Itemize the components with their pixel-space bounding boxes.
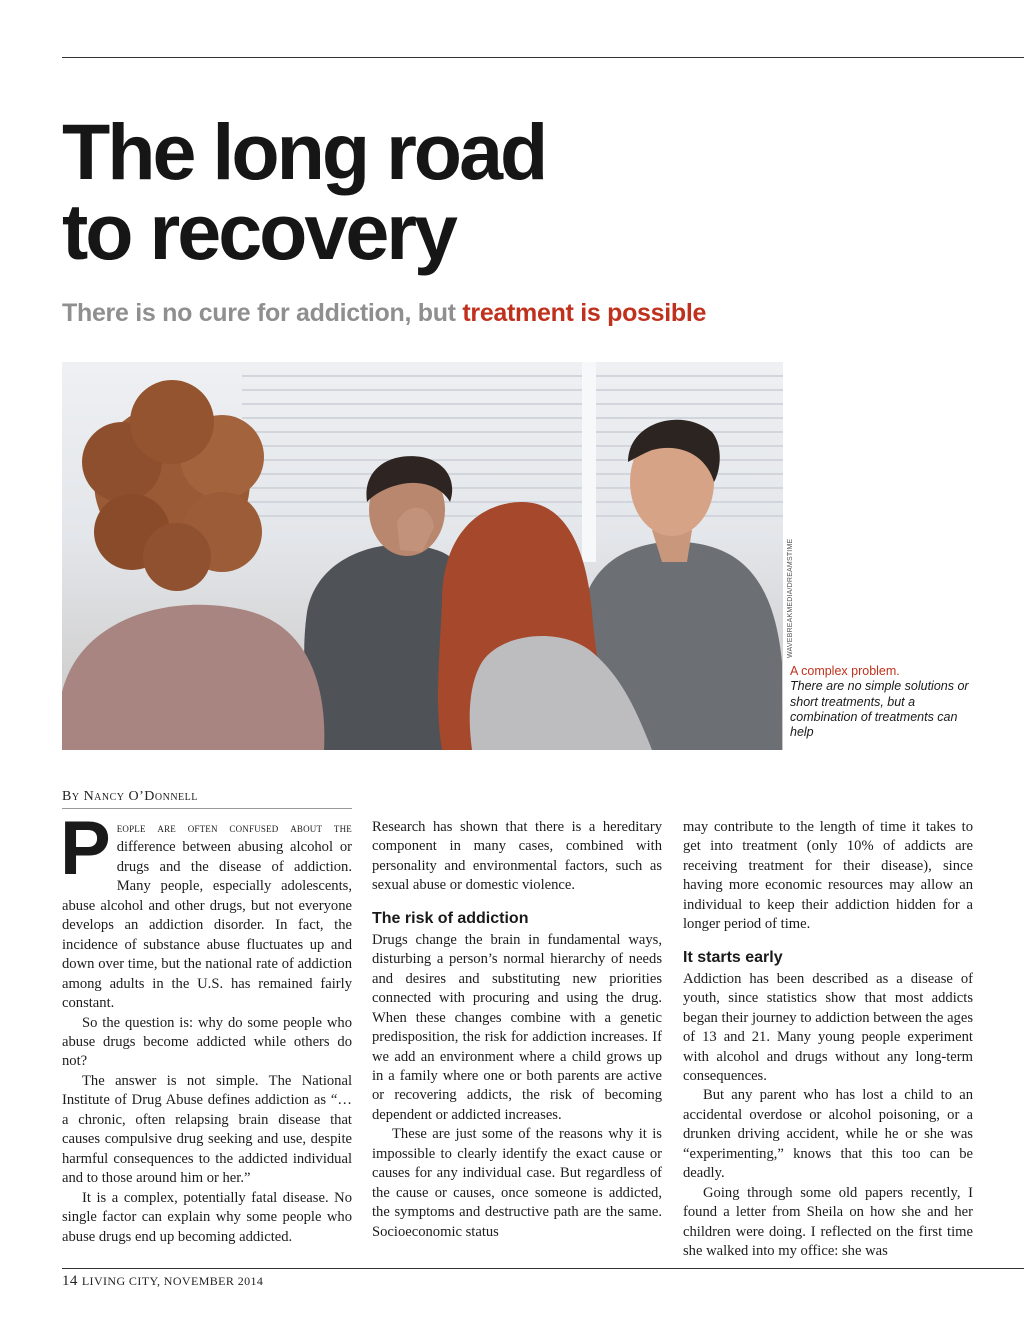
- text-column-3: [683, 818, 973, 1262]
- byline-author: Nancy O’Donnell: [83, 789, 198, 804]
- paragraph: Research has shown that there is a hereditary component in many cases, combined with personality and environmental factors, such as sexual abuse or domestic violence.: [372, 819, 662, 894]
- publication-info: LIVING CITY, NOVEMBER 2014: [81, 1274, 264, 1288]
- bottom-rule: [62, 1268, 1024, 1269]
- caption-body: There are no simple solutions or short treatments, but a combination of treatments can help: [790, 679, 969, 740]
- paragraph: But any parent who has lost a child to an accidental overdose or alcohol poisoning, or a drunken driving accident, while he or she was “experimenting,” knows that this too can be deadly.: [683, 1087, 973, 1182]
- title-line-2: to recovery: [62, 187, 455, 276]
- paragraph: Addiction has been described as a disease of youth, since statistics show that most addicts began their journey to addiction between the ages of 13 and 21. Many young people experiment with alcohol and drugs without any long-term consequences.: [683, 970, 973, 1084]
- page-number: 14: [62, 1273, 78, 1289]
- text-column-2: [372, 818, 662, 1242]
- article-photo: [62, 362, 783, 750]
- byline-prefix: By: [62, 789, 80, 804]
- top-rule: [62, 57, 1024, 58]
- photo-credit: WAVEBREAKMEDIA/DREAMSTIME: [787, 538, 794, 658]
- paragraph: [60, 806, 352, 1014]
- drop-cap: P: [60, 806, 111, 891]
- title-line-1: The long road: [62, 107, 546, 196]
- text-column-1: [60, 806, 352, 1247]
- photo-caption: [790, 664, 980, 740]
- paragraph: The answer is not simple. The National Institute of Drug Abuse defines addiction as “… a chronic, often relapsing brain disease that causes compulsive drug seeking and use, despite harmful consequences to the addicted individual and to those around him or her.”: [62, 1072, 352, 1187]
- section-heading-risk: The risk of addiction: [372, 909, 529, 927]
- subtitle-accent: treatment is possible: [462, 299, 707, 327]
- lead-in: eople are often confused about the: [116, 820, 352, 835]
- paragraph: may contribute to the length of time it takes to get into treatment (only 10% of addicts are receiving treatment for their disease), since having more economic resources may allow an individual to keep their addiction hidden for a longer period of time.: [683, 819, 973, 933]
- paragraph: Going through some old papers recently, I found a letter from Sheila on how she and her children were doing. I reflected on the first time she walked into my office: she was: [683, 1184, 973, 1260]
- paragraph: So the question is: why do some people who abuse drugs become addicted while others do not?: [62, 1014, 352, 1070]
- page-footer: [62, 1273, 263, 1290]
- article-title: [62, 107, 546, 276]
- paragraph: Drugs change the brain in fundamental ways, disturbing a person’s normal hierarchy of needs and desires and substituting new priorities connected with procuring and using the drug. When these changes combine with a genetic predisposition, the risk for addiction increases. If we add an environment where a child grows up in a family where one or both parents are active or recovering addicts, the risk of becoming dependent or addicted increases.: [372, 931, 662, 1123]
- paragraph-text: difference between abusing alcohol or drugs and the disease of addiction. Many people, especially adolescents, abuse alcohol and other drugs, but not everyone develops an addiction disorder. In fact, the incidence of substance abuse fluctuates up and down over time, but the national rate of addiction among adults in the U.S. has remained fairly constant.: [62, 839, 352, 1012]
- paragraph: It is a complex, potentially fatal disease. No single factor can explain why some people who abuse drugs end up becoming addicted.: [62, 1189, 352, 1245]
- article-subtitle: [62, 296, 706, 330]
- section-heading-early: It starts early: [683, 948, 783, 966]
- subtitle-muted: There is no cure for addiction, but: [62, 299, 463, 327]
- caption-heading: A complex problem.: [790, 664, 900, 678]
- paragraph: These are just some of the reasons why it is impossible to clearly identify the exact cause or causes for any individual case. But regardless of the cause or causes, once someone is addicted, the symptoms and destructive path are the same. Socioeconomic status: [372, 1126, 662, 1240]
